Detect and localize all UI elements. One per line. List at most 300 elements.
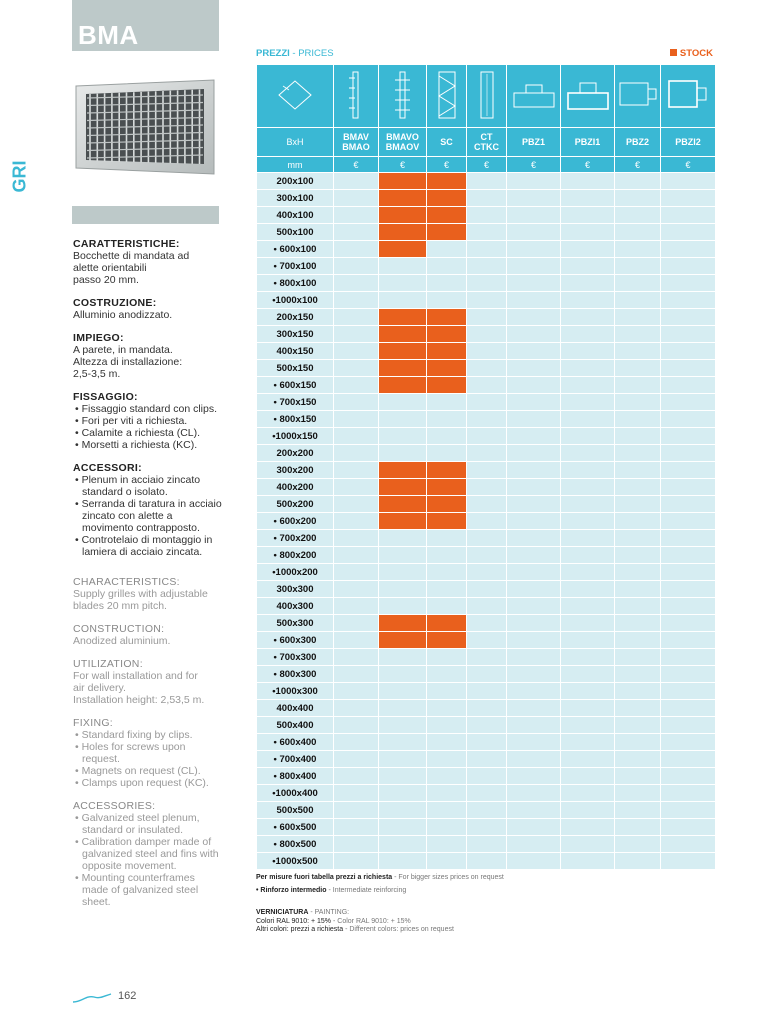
size-cell: • 700x100 (257, 258, 334, 275)
stock-cell (379, 462, 427, 479)
price-cell (615, 292, 661, 309)
price-cell (661, 462, 716, 479)
price-cell (561, 479, 615, 496)
price-cell (615, 547, 661, 564)
price-cell (561, 173, 615, 190)
price-cell (561, 819, 615, 836)
stock-cell (427, 513, 467, 530)
price-cell (507, 343, 561, 360)
price-cell (507, 581, 561, 598)
price-cell (334, 224, 379, 241)
price-cell (334, 717, 379, 734)
size-cell: • 700x150 (257, 394, 334, 411)
paint-heading: VERNICIATURA (256, 909, 309, 916)
price-cell (467, 785, 507, 802)
size-cell: 500x300 (257, 615, 334, 632)
grille-diagonal-icon (257, 65, 334, 128)
size-cell: • 800x300 (257, 666, 334, 683)
price-cell (334, 581, 379, 598)
spec-it-heading: CARATTERISTICHE: (73, 238, 180, 250)
price-cell (615, 207, 661, 224)
note-sizes-en: - For bigger sizes prices on request (394, 874, 504, 881)
size-cell: •1000x200 (257, 564, 334, 581)
price-cell (334, 547, 379, 564)
size-cell: 400x400 (257, 700, 334, 717)
price-cell (615, 717, 661, 734)
column-header: BMAVO BMAOV (379, 128, 427, 157)
spec-en-text: air delivery. (73, 682, 126, 694)
price-cell (661, 173, 716, 190)
price-cell (379, 445, 427, 462)
size-cell: • 600x300 (257, 632, 334, 649)
price-cell (467, 632, 507, 649)
table-row (257, 241, 716, 258)
size-cell: 300x300 (257, 581, 334, 598)
price-cell (615, 751, 661, 768)
plenum-side-icon (507, 65, 561, 128)
price-cell (334, 598, 379, 615)
price-cell (661, 598, 716, 615)
price-cell (427, 530, 467, 547)
price-cell (507, 377, 561, 394)
paint-line1-en: - Color RAL 9010: + 15% (333, 917, 411, 925)
price-cell (507, 768, 561, 785)
price-cell (507, 700, 561, 717)
price-cell (661, 326, 716, 343)
price-cell (379, 275, 427, 292)
price-cell (467, 292, 507, 309)
price-cell (427, 275, 467, 292)
price-cell (507, 751, 561, 768)
price-cell (467, 258, 507, 275)
price-cell (379, 785, 427, 802)
price-cell (467, 207, 507, 224)
price-cell (615, 190, 661, 207)
price-cell (427, 428, 467, 445)
stock-cell (427, 479, 467, 496)
price-cell (661, 343, 716, 360)
table-row (257, 836, 716, 853)
size-cell: • 700x200 (257, 530, 334, 547)
price-cell (379, 394, 427, 411)
price-cell (467, 564, 507, 581)
price-cell (427, 751, 467, 768)
table-row (257, 377, 716, 394)
price-cell (561, 377, 615, 394)
note-reinforcing-en: - Intermediate reinforcing (328, 887, 407, 894)
price-cell (467, 547, 507, 564)
price-cell (615, 598, 661, 615)
price-cell (427, 717, 467, 734)
price-cell (661, 496, 716, 513)
price-cell (467, 343, 507, 360)
price-cell (379, 683, 427, 700)
price-cell (615, 581, 661, 598)
header-row (257, 128, 716, 157)
spec-en-text: Supply grilles with adjustable (73, 588, 208, 600)
stock-cell (427, 360, 467, 377)
price-cell (561, 564, 615, 581)
price-cell (561, 768, 615, 785)
unit-cell: € (379, 157, 427, 173)
price-cell (467, 513, 507, 530)
price-cell (507, 190, 561, 207)
price-cell (615, 513, 661, 530)
table-row (257, 785, 716, 802)
stock-cell (379, 513, 427, 530)
price-cell (334, 309, 379, 326)
price-cell (615, 632, 661, 649)
price-cell (467, 377, 507, 394)
spec-en-text: • Magnets on request (CL). (75, 765, 201, 777)
price-cell (615, 700, 661, 717)
price-cell (661, 190, 716, 207)
price-cell (507, 785, 561, 802)
unit-cell: mm (257, 157, 334, 173)
price-cell (661, 819, 716, 836)
table-row (257, 853, 716, 870)
price-cell (379, 547, 427, 564)
size-cell: •1000x400 (257, 785, 334, 802)
price-cell (561, 853, 615, 870)
price-cell (615, 377, 661, 394)
unit-cell: € (467, 157, 507, 173)
price-cell (427, 785, 467, 802)
table-row (257, 445, 716, 462)
price-cell (507, 598, 561, 615)
table-row (257, 581, 716, 598)
price-cell (334, 462, 379, 479)
stock-cell (379, 479, 427, 496)
table-row (257, 394, 716, 411)
price-cell (334, 190, 379, 207)
table-row (257, 564, 716, 581)
price-cell (661, 360, 716, 377)
column-header: SC (427, 128, 467, 157)
price-cell (507, 207, 561, 224)
price-cell (661, 785, 716, 802)
unit-cell: € (661, 157, 716, 173)
price-cell (661, 751, 716, 768)
stock-cell (427, 496, 467, 513)
price-cell (507, 462, 561, 479)
price-cell (467, 428, 507, 445)
price-cell (467, 751, 507, 768)
stock-cell (427, 632, 467, 649)
spec-en-text: • Standard fixing by clips. (75, 729, 193, 741)
price-cell (507, 224, 561, 241)
table-row (257, 428, 716, 445)
column-header: PBZI1 (561, 128, 615, 157)
column-header: PBZ2 (615, 128, 661, 157)
stock-cell (427, 224, 467, 241)
price-cell (334, 632, 379, 649)
price-cell (661, 207, 716, 224)
price-cell (661, 241, 716, 258)
size-cell: 500x150 (257, 360, 334, 377)
price-cell (379, 802, 427, 819)
price-cell (427, 700, 467, 717)
price-cell (661, 513, 716, 530)
price-cell (507, 632, 561, 649)
price-cell (427, 411, 467, 428)
price-cell (467, 530, 507, 547)
table-row (257, 326, 716, 343)
size-cell: • 800x400 (257, 768, 334, 785)
price-cell (467, 479, 507, 496)
price-cell (615, 683, 661, 700)
spec-it-text: • Fori per viti a richiesta. (75, 415, 188, 427)
price-cell (661, 700, 716, 717)
table-row (257, 411, 716, 428)
price-cell (661, 258, 716, 275)
price-cell (467, 768, 507, 785)
size-cell: •1000x100 (257, 292, 334, 309)
table-row (257, 717, 716, 734)
table-row (257, 496, 716, 513)
column-header: BMAV BMAO (334, 128, 379, 157)
price-cell (561, 649, 615, 666)
price-cell (379, 581, 427, 598)
price-cell (334, 513, 379, 530)
price-cell (467, 190, 507, 207)
price-cell (379, 751, 427, 768)
price-cell (561, 241, 615, 258)
price-cell (334, 700, 379, 717)
table-row (257, 700, 716, 717)
price-cell (507, 241, 561, 258)
size-cell: 300x100 (257, 190, 334, 207)
price-cell (561, 632, 615, 649)
stock-cell (379, 190, 427, 207)
price-cell (561, 700, 615, 717)
stock-cell (427, 190, 467, 207)
price-cell (507, 173, 561, 190)
price-cell (561, 275, 615, 292)
table-row (257, 513, 716, 530)
price-cell (427, 394, 467, 411)
spec-it-text: Altezza di installazione: (73, 356, 183, 368)
size-cell: • 800x500 (257, 836, 334, 853)
price-cell (507, 683, 561, 700)
price-cell (334, 377, 379, 394)
spec-it-text: • Serranda di taratura in acciaio zincato con alette a movimento contrapposto. (75, 498, 222, 534)
table-row (257, 819, 716, 836)
price-cell (427, 292, 467, 309)
price-cell (507, 819, 561, 836)
price-cell (561, 547, 615, 564)
damper-icon (427, 65, 467, 128)
size-cell: 400x200 (257, 479, 334, 496)
size-cell: 400x100 (257, 207, 334, 224)
price-cell (661, 394, 716, 411)
note-sizes-it: Per misure fuori tabella prezzi a richiesta (256, 874, 393, 881)
price-cell (427, 258, 467, 275)
stock-cell (427, 309, 467, 326)
price-cell (615, 649, 661, 666)
price-cell (379, 853, 427, 870)
price-cell (615, 564, 661, 581)
price-cell (561, 785, 615, 802)
icon-row (257, 65, 716, 128)
price-cell (561, 292, 615, 309)
specifications (73, 238, 223, 908)
price-cell (507, 734, 561, 751)
price-cell (561, 190, 615, 207)
side-section-label: GRI (9, 160, 30, 193)
stock-cell (379, 207, 427, 224)
price-cell (334, 785, 379, 802)
price-cell (615, 445, 661, 462)
price-cell (561, 666, 615, 683)
price-cell (427, 649, 467, 666)
price-cell (561, 258, 615, 275)
spec-it-text: • Plenum in acciaio zincato standard o isolato. (75, 474, 201, 498)
price-cell (334, 615, 379, 632)
spec-en-text: Installation height: 2,53,5 m. (73, 694, 205, 706)
spec-en-text: blades 20 mm pitch. (73, 600, 167, 612)
price-cell (661, 853, 716, 870)
price-cell (615, 411, 661, 428)
price-cell (467, 717, 507, 734)
price-cell (661, 683, 716, 700)
table-row (257, 666, 716, 683)
table-row (257, 598, 716, 615)
size-cell: • 800x100 (257, 275, 334, 292)
price-cell (561, 615, 615, 632)
column-header: PBZI2 (661, 128, 716, 157)
price-cell (661, 632, 716, 649)
price-cell (661, 275, 716, 292)
price-cell (615, 394, 661, 411)
spec-en-heading: CHARACTERISTICS: (73, 576, 180, 588)
price-cell (661, 581, 716, 598)
price-cell (561, 717, 615, 734)
size-cell: 200x200 (257, 445, 334, 462)
price-cell (334, 173, 379, 190)
price-cell (334, 496, 379, 513)
stock-cell (379, 326, 427, 343)
price-cell (467, 326, 507, 343)
price-cell (379, 768, 427, 785)
price-cell (507, 649, 561, 666)
price-cell (334, 564, 379, 581)
price-cell (467, 462, 507, 479)
side-section-tab (4, 152, 34, 198)
price-cell (427, 445, 467, 462)
size-cell: 500x400 (257, 717, 334, 734)
price-cell (467, 700, 507, 717)
price-cell (561, 360, 615, 377)
price-cell (467, 666, 507, 683)
price-cell (467, 615, 507, 632)
price-cell (661, 377, 716, 394)
spec-it-text: A parete, in mandata. (73, 344, 173, 356)
price-cell (467, 802, 507, 819)
price-cell (427, 564, 467, 581)
spec-en-text: For wall installation and for (73, 670, 198, 682)
blade-profile-icon (334, 65, 379, 128)
price-cell (661, 445, 716, 462)
prices-label-it: PREZZI (256, 48, 290, 59)
price-cell (334, 802, 379, 819)
plenum-insulated-rear-icon (661, 65, 716, 128)
grille-product-image (72, 78, 218, 178)
price-cell (467, 241, 507, 258)
price-cell (615, 734, 661, 751)
price-cell (427, 598, 467, 615)
prices-label-en: - PRICES (292, 48, 334, 59)
table-row (257, 462, 716, 479)
price-cell (379, 564, 427, 581)
price-cell (379, 836, 427, 853)
size-cell: 300x150 (257, 326, 334, 343)
paint-line2-it: Altri colori: prezzi a richiesta (256, 926, 344, 933)
price-cell (615, 326, 661, 343)
price-cell (427, 802, 467, 819)
spec-it-text: • Fissaggio standard con clips. (75, 403, 217, 415)
price-cell (507, 666, 561, 683)
price-cell (507, 615, 561, 632)
size-cell: •1000x300 (257, 683, 334, 700)
size-cell: 500x500 (257, 802, 334, 819)
units-row (257, 157, 716, 173)
price-cell (334, 207, 379, 224)
price-cell (379, 530, 427, 547)
price-cell (561, 530, 615, 547)
price-cell (561, 496, 615, 513)
price-cell (561, 462, 615, 479)
price-cell (661, 717, 716, 734)
price-cell (561, 309, 615, 326)
note-reinforcing-it: • Rinforzo intermedio (256, 887, 327, 894)
spec-en-text: • Mounting counterframes made of galvanized steel sheet. (75, 872, 199, 908)
spec-it-text: Bocchette di mandata ad (73, 250, 190, 262)
price-cell (561, 581, 615, 598)
paint-line1-it: Colori RAL 9010: + 15% (256, 917, 332, 925)
plenum-insulated-side-icon (561, 65, 615, 128)
price-cell (615, 258, 661, 275)
price-cell (661, 836, 716, 853)
column-header: PBZ1 (507, 128, 561, 157)
specs-italian (73, 238, 223, 558)
price-cell (661, 768, 716, 785)
price-cell (467, 360, 507, 377)
price-cell (334, 394, 379, 411)
price-cell (561, 207, 615, 224)
price-cell (379, 598, 427, 615)
price-cell (334, 819, 379, 836)
price-table (256, 64, 716, 870)
stock-cell (427, 377, 467, 394)
price-cell (334, 751, 379, 768)
price-cell (615, 428, 661, 445)
spec-it-text: passo 20 mm. (73, 274, 139, 286)
price-cell (661, 802, 716, 819)
price-cell (661, 615, 716, 632)
price-cell (561, 445, 615, 462)
plenum-rear-icon (615, 65, 661, 128)
price-cell (334, 768, 379, 785)
paint-heading-en: - PAINTING: (310, 909, 350, 916)
price-cell (467, 853, 507, 870)
price-cell (615, 836, 661, 853)
price-cell (615, 819, 661, 836)
price-cell (507, 445, 561, 462)
price-cell (427, 581, 467, 598)
price-cell (507, 309, 561, 326)
table-row (257, 360, 716, 377)
